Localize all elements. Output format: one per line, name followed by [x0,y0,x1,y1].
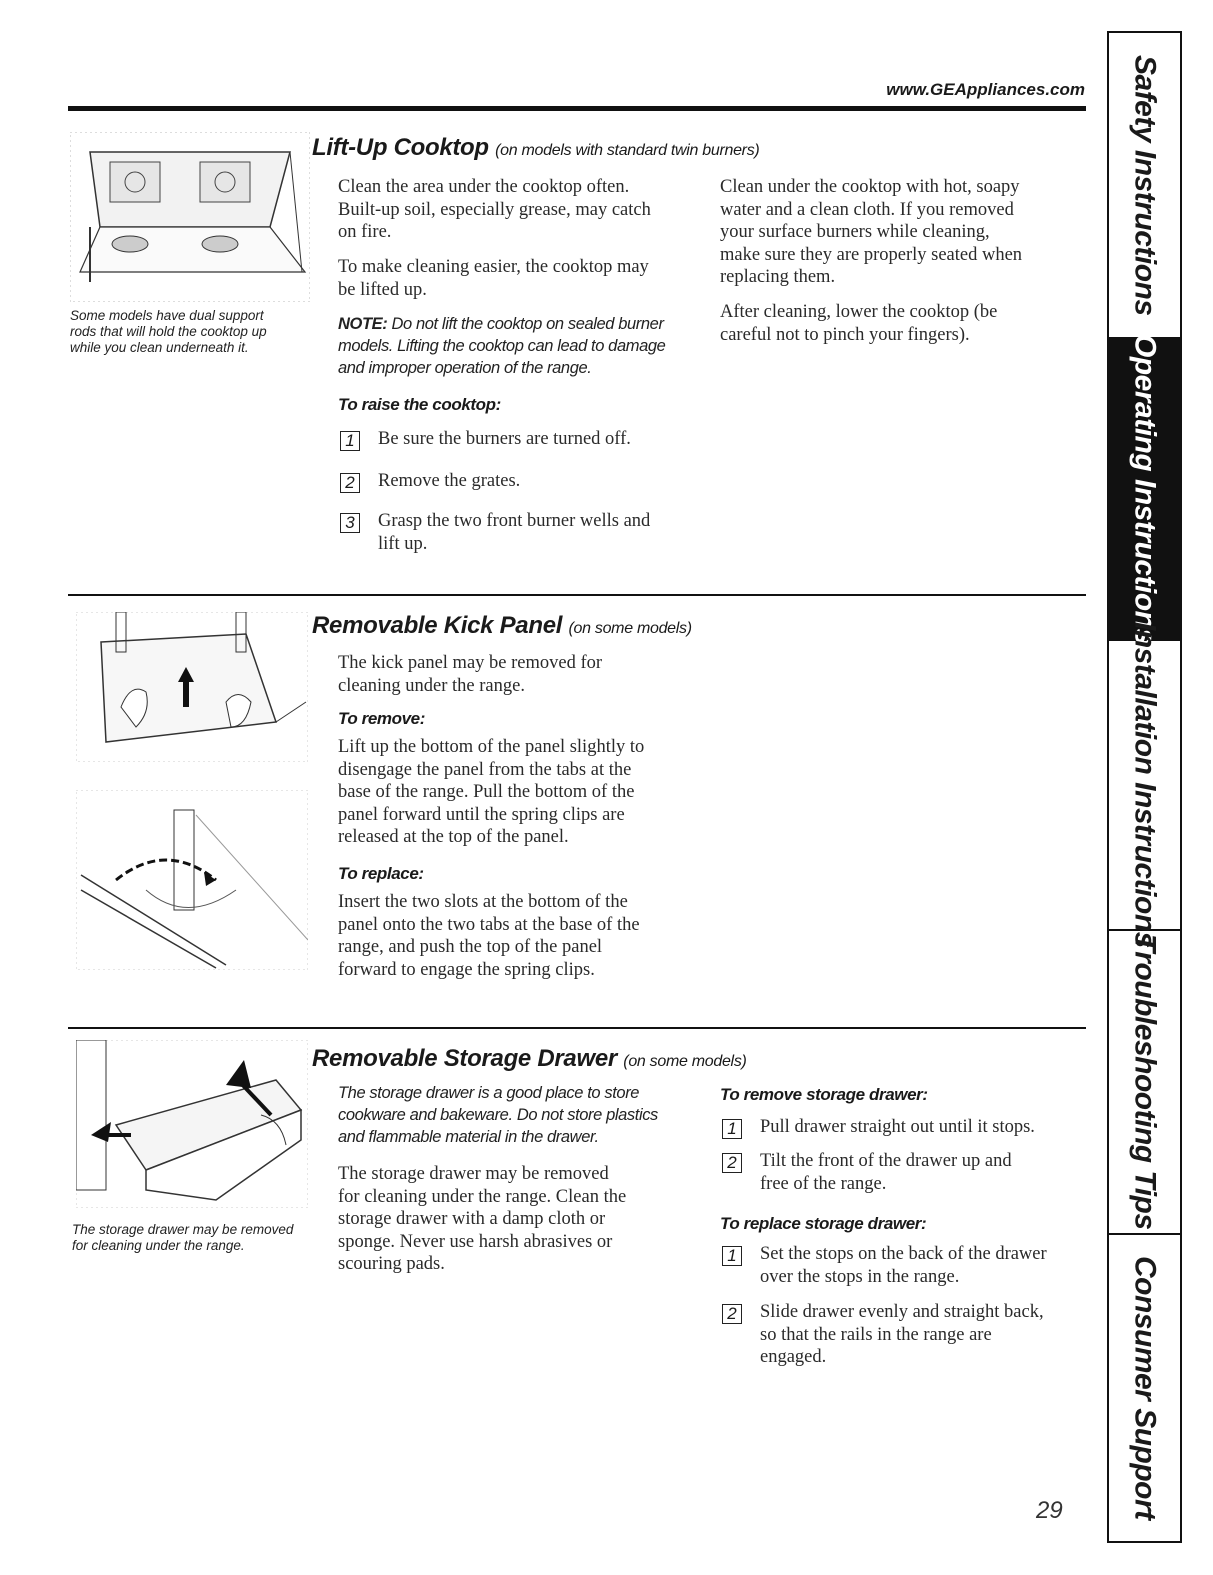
kick-panel-replace-heading: To replace: [338,864,424,883]
cooktop-illustration [70,132,310,302]
replace-drawer-step-1: 1 Set the stops on the back of the drawer over the stops in the range. [722,1243,1047,1288]
tab-consumer-support[interactable]: Consumer Support [1128,1256,1162,1520]
storage-drawer-note: The storage drawer is a good place to store cookware and bakeware. Do not store plastics and flammable material in the drawer. [338,1084,658,1146]
storage-drawer-body: The storage drawer may be removed for cleaning under the range. Clean the storage drawer with a damp cloth or sponge. Never use harsh abrasives or scouring pads. [338,1164,627,1274]
raise-cooktop-heading: To raise the cooktop: [338,395,501,414]
storage-drawer-illustration [76,1040,308,1208]
raise-step-2: 2 Remove the grates. [340,470,520,493]
cooktop-caption: Some models have dual support rods that will hold the cooktop up while you clean underneath it. [70,308,267,355]
remove-drawer-step-2: 2 Tilt the front of the drawer up and free of the range. [722,1150,1012,1195]
kick-panel-replace-text: Insert the two slots at the bottom of the panel onto the two tabs at the base of the range, and push the top of the panel forward to engage the spring clips. [338,892,640,980]
tab-operating-instructions[interactable]: Operating Instructions [1109,339,1180,641]
step-number: 1 [722,1246,742,1266]
section-title-kick-panel: Removable Kick Panel (on some models) [312,612,692,639]
remove-drawer-step-1: 1 Pull drawer straight out until it stops. [722,1116,1035,1139]
step-number: 1 [340,431,360,451]
step-number: 2 [722,1304,742,1324]
cooktop-col2-paragraph-1: Clean under the cooktop with hot, soapy water and a clean cloth. If you removed your surface burners while cleaning, make sure they are properly seated when replacing them. [720,177,1023,287]
kick-panel-remove-text: Lift up the bottom of the panel slightly to disengage the panel from the tabs at the base of the range. Pull the bottom of the panel forward until the spring clips are released at the top of the panel. [338,737,645,847]
step-number: 2 [722,1153,742,1173]
cooktop-paragraph-1: Clean the area under the cooktop often. Built-up soil, especially grease, may catch on fire. [338,177,651,242]
tab-safety-instructions[interactable]: Safety Instructions [1109,33,1180,339]
kick-panel-illustration-top [76,612,308,762]
cooktop-paragraph-2: To make cleaning easier, the cooktop may be lifted up. [338,257,649,300]
section-title-storage-drawer: Removable Storage Drawer (on some models) [312,1045,747,1072]
replace-drawer-heading: To replace storage drawer: [720,1214,927,1233]
storage-drawer-caption: The storage drawer may be removed for cleaning under the range. [72,1222,294,1253]
tab-troubleshooting-tips[interactable]: Troubleshooting Tips [1109,931,1180,1235]
remove-drawer-heading: To remove storage drawer: [720,1085,928,1104]
tab-installation-instructions[interactable]: Installation Instructions [1109,641,1180,931]
kick-panel-remove-heading: To remove: [338,709,426,728]
section-tabs [1107,31,1182,1543]
page-number: 29 [1036,1497,1063,1524]
section-divider [68,594,1086,596]
step-number: 2 [340,473,360,493]
step-number: 1 [722,1119,742,1139]
header-rule [68,106,1086,111]
raise-step-1: 1 Be sure the burners are turned off. [340,428,631,451]
raise-step-3: 3 Grasp the two front burner wells and lift up. [340,510,650,555]
cooktop-col2-paragraph-2: After cleaning, lower the cooktop (be careful not to pinch your fingers). [720,302,998,345]
website-url: www.GEAppliances.com [886,80,1085,99]
kick-panel-illustration-bottom [76,790,308,970]
section-divider [68,1027,1086,1029]
step-number: 3 [340,513,360,533]
cooktop-note: NOTE: Do not lift the cooktop on sealed burner models. Lifting the cooktop can lead to damage and improper operation of the range. [338,315,666,377]
section-title-lift-up-cooktop: Lift-Up Cooktop (on models with standard twin burners) [312,134,760,161]
replace-drawer-step-2: 2 Slide drawer evenly and straight back, so that the rails in the range are engaged. [722,1301,1044,1369]
kick-panel-intro: The kick panel may be removed for cleaning under the range. [338,653,603,696]
